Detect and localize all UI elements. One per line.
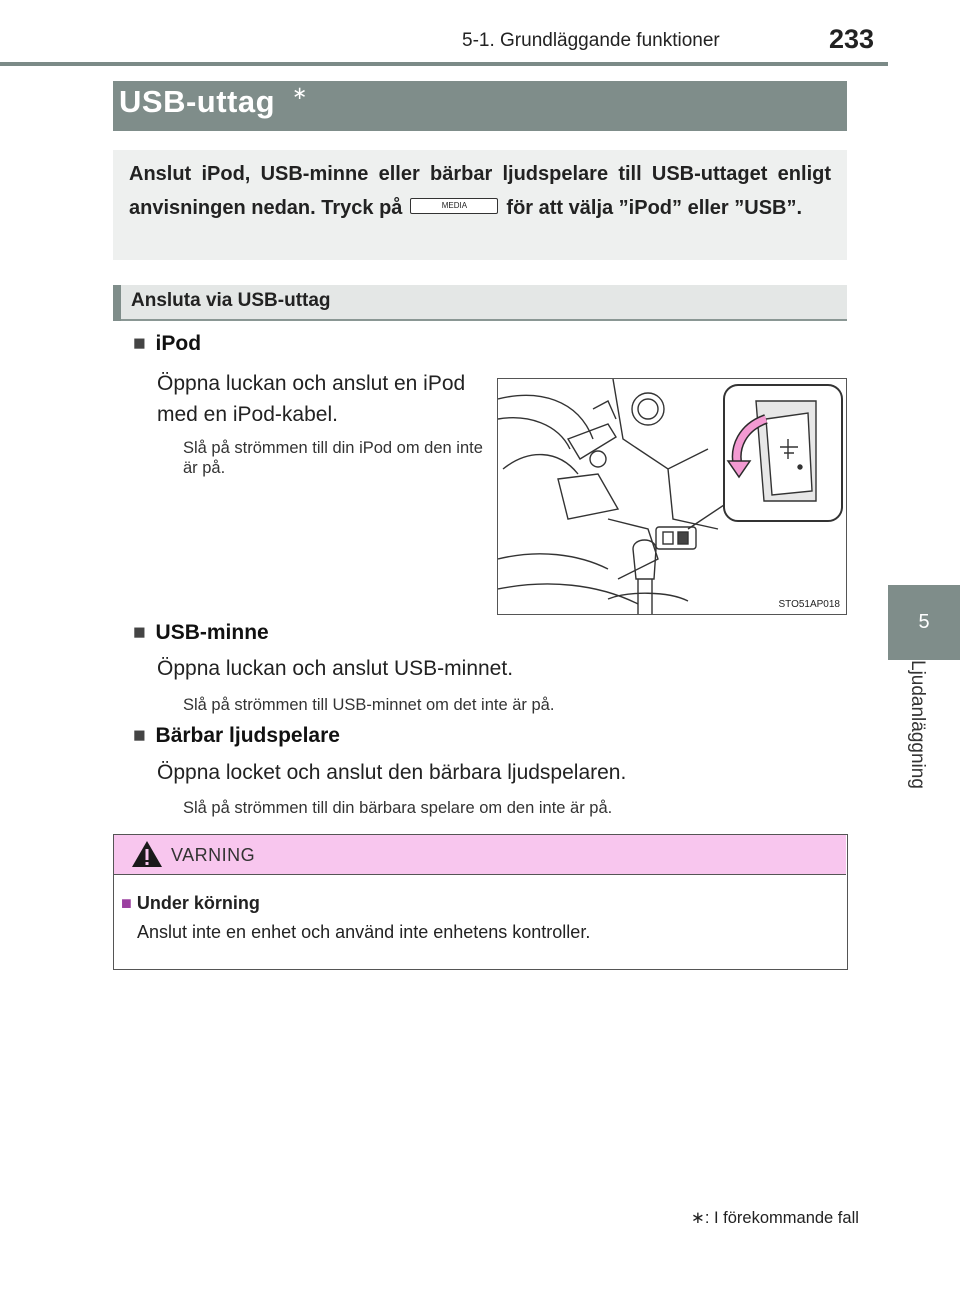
- chapter-tab-number: [888, 585, 960, 660]
- chapter-label: Ljudanläggning: [907, 660, 928, 789]
- usb-port-illustration: [497, 378, 847, 615]
- intro-text-after: för att välja ”iPod” eller ”USB”.: [506, 197, 803, 219]
- header-section-title: 5-1. Grundläggande funktioner: [462, 30, 720, 51]
- item-heading-text: Bärbar ljudspelare: [155, 724, 340, 747]
- warning-title: VARNING: [171, 845, 256, 865]
- square-bullet-icon: ■: [133, 332, 146, 355]
- title-footnote-star: ∗: [292, 83, 308, 103]
- item-note-ipod: Slå på strömmen till din iPod om den inte är på.: [183, 439, 483, 477]
- figure-code: STO51AP018: [778, 599, 840, 610]
- page-number: 233: [829, 24, 875, 54]
- header-rule: [0, 62, 888, 66]
- chapter-tab-label: [888, 660, 960, 830]
- item-text-usb: Öppna luckan och anslut USB-minnet.: [157, 657, 514, 680]
- warning-item-heading-text: Under körning: [136, 893, 260, 913]
- item-heading-text: USB-minne: [155, 621, 269, 644]
- square-bullet-icon: ■: [133, 724, 146, 747]
- item-heading-ipod: [133, 332, 201, 356]
- car-interior-drawing: [498, 379, 846, 614]
- item-heading-text: iPod: [155, 332, 202, 355]
- item-note-usb: Slå på strömmen till USB-minnet om det inte är på.: [183, 696, 555, 714]
- item-heading-portable: [133, 724, 340, 748]
- warning-triangle-icon: [131, 840, 163, 868]
- page-title: USB-uttag: [119, 84, 276, 119]
- chapter-number: 5: [918, 611, 930, 633]
- footnote: [691, 1208, 859, 1228]
- media-button-label: MEDIA: [441, 200, 468, 210]
- media-button-icon: [410, 198, 498, 214]
- subsection-bar-accent: [113, 285, 121, 321]
- square-bullet-icon: ■: [121, 893, 132, 913]
- subsection-title: Ansluta via USB-uttag: [131, 290, 331, 311]
- footnote-star: ∗: [691, 1209, 705, 1227]
- item-text-portable: Öppna locket och anslut den bärbara ljudspelaren.: [157, 761, 627, 784]
- warning-item-text: Anslut inte en enhet och använd inte enhetens kontroller.: [137, 922, 591, 942]
- item-heading-usb: [133, 621, 269, 645]
- item-note-portable: Slå på strömmen till din bärbara spelare om den inte är på.: [183, 799, 613, 817]
- intro-text-before: Anslut iPod, USB-minne eller bärbar ljudspelare till USB-uttaget enligt anvisningen nedan. Tryck på: [129, 163, 831, 219]
- footnote-text: : I förekommande fall: [704, 1209, 859, 1227]
- warning-item-heading: [121, 893, 260, 914]
- item-text-ipod: Öppna luckan och anslut en iPod med en iPod-kabel.: [157, 372, 466, 426]
- intro-text: [129, 157, 831, 225]
- square-bullet-icon: ■: [133, 621, 146, 644]
